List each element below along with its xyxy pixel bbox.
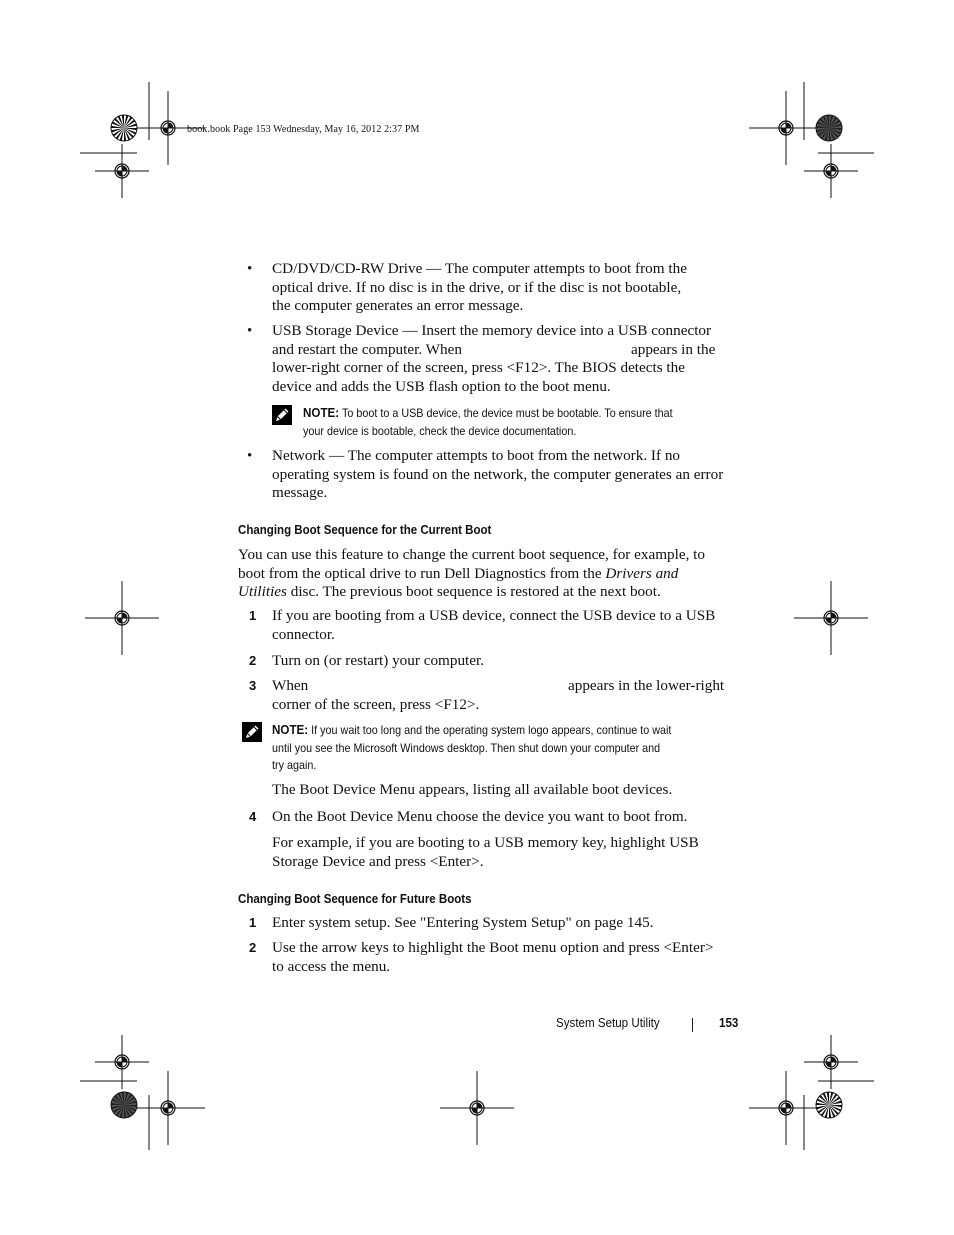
step-number: 3 (249, 678, 257, 693)
step-turn-on: Turn on (or restart) your computer. (272, 652, 485, 669)
bullet-usb-storage (272, 322, 742, 396)
example-usb-key (272, 834, 742, 871)
intro-text: disc. The previous boot sequence is restored at the next boot. (290, 583, 661, 601)
note-text: until you see the Microsoft Windows desktop. Then shut down your computer and (272, 741, 661, 755)
step-arrow-keys (272, 939, 747, 976)
registration-star-icon (111, 115, 137, 141)
step-text: to access the menu. (272, 957, 391, 975)
intro-italic: Drivers and (605, 564, 679, 582)
section-heading-future-boots: Changing Boot Sequence for Future Boots (238, 891, 472, 906)
bullet-marker: • (247, 448, 253, 464)
term-usb: USB (669, 834, 699, 851)
bullet-text: and restart the computer. When (272, 340, 462, 358)
para-text: appears, listing all available boot devices. (418, 781, 673, 798)
note-text: try again. (272, 759, 317, 772)
term-cd-dvd-drive: CD/DVD/CD-RW Drive (272, 260, 423, 277)
step-text: connector. (272, 625, 335, 643)
term-storage-device: Storage Device (272, 852, 366, 870)
step-number: 1 (249, 608, 257, 623)
step-text: On the (272, 808, 313, 825)
bullet-text: — Insert the memory device into a USB connector (402, 322, 712, 339)
bullet-text: operating system is found on the network, the computer generates an error (272, 465, 724, 483)
step-text: appears in the lower-right (568, 677, 725, 694)
para-text: For example, if you are booting to a USB memory key, highlight (272, 834, 666, 851)
step-usb-connect (272, 607, 742, 644)
term-boot: Boot (489, 939, 519, 956)
intro-italic: Utilities (238, 583, 287, 601)
term-boot-device-menu: Boot Device Menu (316, 808, 433, 825)
registration-star-icon (816, 1092, 842, 1118)
step-text: choose the device you want to boot from. (436, 808, 688, 825)
step-choose-device (272, 808, 742, 827)
bullet-network (272, 447, 747, 503)
note-pencil-icon (241, 721, 263, 743)
boot-menu-appears (272, 781, 742, 800)
step-number: 1 (249, 915, 257, 930)
note-label: NOTE: (303, 406, 340, 420)
bullet-text: device and adds the USB flash option to the boot menu. (272, 377, 611, 395)
note-text: To boot to a USB device, the device must be bootable. To ensure that (341, 407, 673, 420)
note-text: If you wait too long and the operating system logo appears, continue to wait (311, 724, 672, 737)
bullet-text: — The computer attempts to boot from the (426, 260, 687, 277)
section-heading-current-boot: Changing Boot Sequence for the Current Boot (238, 522, 492, 537)
section-intro (238, 546, 743, 602)
step-number: 4 (249, 809, 257, 824)
footer-divider (692, 1018, 693, 1032)
para-text: The (272, 781, 296, 798)
bullet-text: lower-right corner of the screen, press <F12>. The BIOS detects the (272, 359, 685, 377)
bullet-marker: • (247, 261, 253, 277)
intro-text: You can use this feature to change the current boot sequence, for example, to (238, 546, 705, 563)
registration-star-icon (111, 1092, 137, 1118)
note-label: NOTE: (272, 723, 309, 737)
step-press-f12 (272, 677, 742, 714)
step-text: When (272, 677, 309, 694)
step-text: menu option and press <Enter> (522, 939, 714, 956)
bullet-text: optical drive. If no disc is in the drive, or if the disc is not bootable, (272, 278, 682, 296)
bullet-text: message. (272, 484, 328, 502)
note-usb-bootable (303, 405, 740, 440)
print-slug: book.book Page 153 Wednesday, May 16, 2012 2:37 PM (187, 124, 420, 135)
bullet-marker: • (247, 323, 253, 339)
bullet-text: the computer generates an error message. (272, 297, 524, 315)
step-text: Use the arrow keys to highlight the (272, 939, 486, 956)
step-text: corner of the screen, press <F12>. (272, 695, 480, 713)
bullet-text: appears in the (631, 340, 716, 358)
bullet-cd-dvd-drive (272, 260, 742, 316)
para-text: and press <Enter>. (369, 852, 484, 870)
step-number: 2 (249, 940, 257, 955)
note-text: your device is bootable, check the device documentation. (303, 424, 577, 438)
footer-section-title: System Setup Utility (556, 1016, 660, 1030)
step-number: 2 (249, 653, 257, 668)
intro-text: boot from the optical drive to run Dell Diagnostics from the (238, 564, 602, 582)
term-usb-storage-device: USB Storage Device (272, 322, 399, 339)
registration-star-icon (816, 115, 842, 141)
note-pencil-icon (271, 404, 293, 426)
page-number: 153 (719, 1016, 739, 1030)
step-text: If you are booting from a USB device, connect the USB device to a USB (272, 607, 716, 624)
note-wait-logo (272, 722, 742, 775)
step-enter-setup: Enter system setup. See "Entering System Setup" on page 145. (272, 914, 654, 931)
term-boot-device-menu: Boot Device Menu (299, 781, 415, 798)
term-network: Network (272, 447, 326, 464)
bullet-text: — The computer attempts to boot from the network. If no (328, 447, 681, 464)
